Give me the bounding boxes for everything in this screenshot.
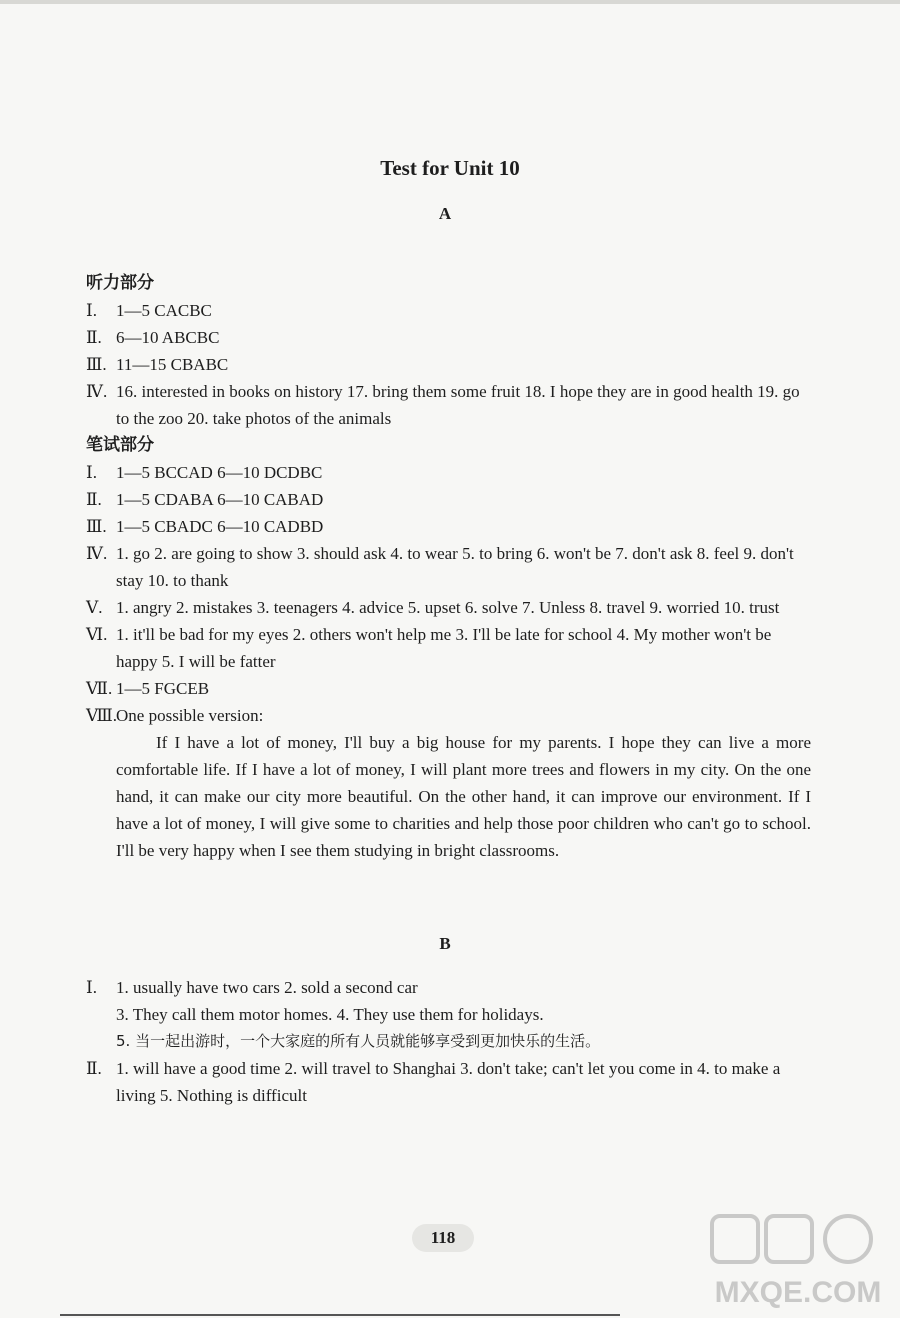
section-a-content (86, 270, 811, 864)
list-item: Ⅲ. 1—5 CBADC 6—10 CADBD (86, 517, 324, 536)
writing-heading: 笔试部分 (86, 435, 154, 455)
bottom-divider (60, 1314, 620, 1316)
section-a-label: A (438, 204, 452, 223)
list-item: Ⅶ. 1—5 FGCEB (86, 679, 210, 698)
list-item: Ⅵ. 1. it'll be bad for my eyes 2. others won't help me 3. I'll be late for school 4. My mother won't be happy 5. I will be fatter (86, 625, 772, 671)
list-item: Ⅷ. One possible version: (86, 706, 264, 725)
list-item: Ⅱ. 1—5 CDABA 6—10 CABAD (86, 490, 324, 509)
watermark-text: MXQE.COM (714, 1276, 882, 1309)
list-item: Ⅰ. 1—5 CACBC (86, 301, 212, 320)
list-item: Ⅳ. 1. go 2. are going to show 3. should ask 4. to wear 5. to bring 6. won't be 7. don't ask 8. feel 9. don't stay 10. to thank (86, 544, 794, 590)
section-b-label: B (439, 934, 451, 953)
essay-paragraph: If I have a lot of money, I'll buy a big house for my parents. I hope they can live a more comfortable life. If I have a lot of money, I will plant more trees and flowers in my city. On the one hand, it can make our city more beautiful. On the other hand, it can improve our environment. If I have a lot of money, I will give some to charities and help those poor children who can't go to school. I'll be very happy when I see them studying in bright classrooms. (116, 733, 811, 860)
list-item: Ⅰ. 1. usually have two cars 2. sold a second car 3. They call them motor homes. 4. They use them for holidays. 5. 当一起出游时，一个大家庭的所有人员就能够享受到更加快乐的生活。 (86, 978, 601, 1050)
watermark-logo (708, 1210, 888, 1310)
list-item: Ⅴ. 1. angry 2. mistakes 3. teenagers 4. advice 5. upset 6. solve 7. Unless 8. travel 9. worried 10. trust (86, 598, 780, 617)
page-number: 118 (412, 1224, 474, 1252)
top-divider (0, 0, 900, 4)
section-b-content (86, 974, 811, 1109)
list-item: Ⅳ. 16. interested in books on history 17. bring them some fruit 18. I hope they are in good health 19. go to the zoo 20. take photos of the animals (86, 382, 800, 428)
page-title: Test for Unit 10 (380, 156, 520, 180)
listening-heading: 听力部分 (86, 273, 154, 293)
list-item: Ⅱ. 6—10 ABCBC (86, 328, 220, 347)
list-item: Ⅲ. 11—15 CBABC (86, 355, 229, 374)
list-item: Ⅱ. 1. will have a good time 2. will travel to Shanghai 3. don't take; can't let you come in 4. to make a living 5. Nothing is difficult (86, 1059, 781, 1105)
list-item: Ⅰ. 1—5 BCCAD 6—10 DCDBC (86, 463, 323, 482)
